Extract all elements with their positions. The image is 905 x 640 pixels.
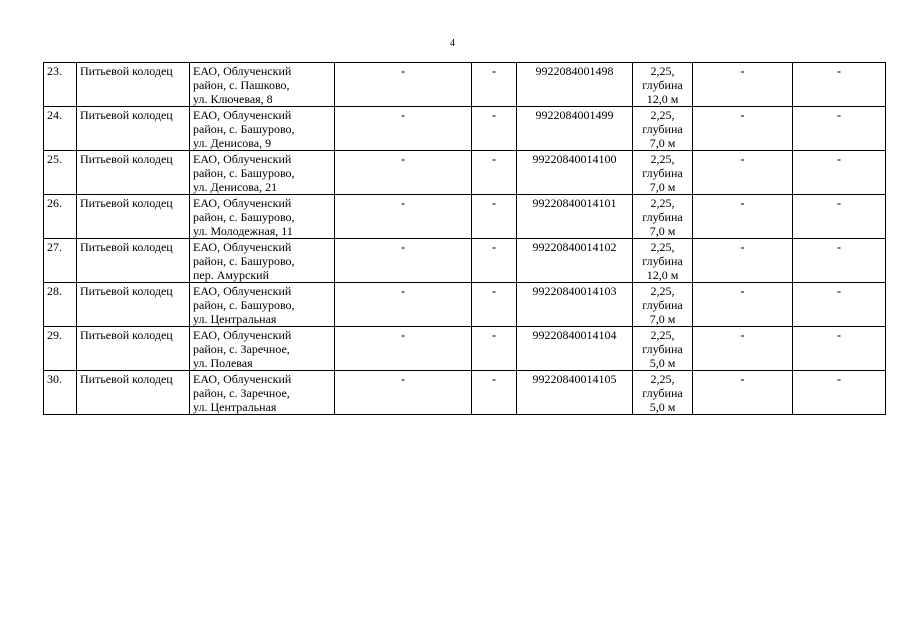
characteristics-line: 7,0 м — [649, 136, 676, 150]
address-line: ул. Молодежная, 11 — [193, 224, 293, 238]
address-line: район, с. Башурово, — [193, 166, 295, 180]
cadastral-number-cell: 9922084001499 — [517, 107, 633, 151]
column-8-cell: - — [693, 63, 793, 107]
address-cell — [190, 151, 335, 195]
column-4-cell: - — [335, 239, 472, 283]
address-line: район, с. Башурово, — [193, 210, 295, 224]
column-5-cell: - — [472, 107, 517, 151]
column-8-cell: - — [693, 283, 793, 327]
column-8-cell: - — [693, 239, 793, 283]
column-4-cell: - — [335, 327, 472, 371]
cadastral-number-cell: 99220840014105 — [517, 371, 633, 415]
address-line: район, с. Башурово, — [193, 254, 295, 268]
column-4-cell: - — [335, 195, 472, 239]
characteristics-line: 2,25, — [650, 328, 675, 342]
column-5-cell: - — [472, 283, 517, 327]
address-line: ул. Центральная — [193, 400, 277, 414]
row-number-cell: 24. — [44, 107, 77, 151]
row-number-cell: 23. — [44, 63, 77, 107]
column-8-cell: - — [693, 151, 793, 195]
column-5-cell: - — [472, 151, 517, 195]
address-line: район, с. Башурово, — [193, 298, 295, 312]
address-cell — [190, 327, 335, 371]
address-line: ул. Ключевая, 8 — [193, 92, 273, 106]
wells-table — [43, 62, 886, 415]
characteristics-cell — [633, 239, 693, 283]
column-8-cell: - — [693, 195, 793, 239]
column-5-cell: - — [472, 239, 517, 283]
address-line: ул. Центральная — [193, 312, 277, 326]
table-row — [44, 63, 886, 107]
address-line: район, с. Заречное, — [193, 342, 290, 356]
object-name-cell: Питьевой колодец — [77, 63, 190, 107]
object-name-cell: Питьевой колодец — [77, 239, 190, 283]
page-number: 4 — [450, 38, 455, 49]
cadastral-number-cell: 99220840014102 — [517, 239, 633, 283]
column-4-cell: - — [335, 63, 472, 107]
column-4-cell: - — [335, 151, 472, 195]
address-line: пер. Амурский — [193, 268, 270, 282]
table-body — [44, 63, 886, 415]
address-line: ЕАО, Облученский — [193, 152, 292, 166]
address-line: район, с. Башурово, — [193, 122, 295, 136]
column-9-cell: - — [793, 239, 886, 283]
row-number-cell: 27. — [44, 239, 77, 283]
address-cell — [190, 239, 335, 283]
object-name-cell: Питьевой колодец — [77, 283, 190, 327]
characteristics-line: 2,25, — [650, 284, 675, 298]
characteristics-line: 7,0 м — [649, 312, 676, 326]
object-name-cell: Питьевой колодец — [77, 195, 190, 239]
row-number-cell: 26. — [44, 195, 77, 239]
cadastral-number-cell: 99220840014104 — [517, 327, 633, 371]
address-line: район, с. Заречное, — [193, 386, 290, 400]
address-line: ЕАО, Облученский — [193, 328, 292, 342]
address-line: район, с. Пашково, — [193, 78, 290, 92]
address-cell — [190, 63, 335, 107]
characteristics-line: 5,0 м — [649, 356, 676, 370]
characteristics-line: 12,0 м — [646, 92, 679, 106]
characteristics-line: 2,25, — [650, 108, 675, 122]
column-9-cell: - — [793, 151, 886, 195]
column-9-cell: - — [793, 371, 886, 415]
characteristics-line: 7,0 м — [649, 180, 676, 194]
column-5-cell: - — [472, 327, 517, 371]
cadastral-number-cell: 9922084001498 — [517, 63, 633, 107]
characteristics-cell — [633, 63, 693, 107]
table-row — [44, 151, 886, 195]
table-row — [44, 239, 886, 283]
column-8-cell: - — [693, 327, 793, 371]
column-8-cell: - — [693, 107, 793, 151]
row-number-cell: 25. — [44, 151, 77, 195]
characteristics-line: 5,0 м — [649, 400, 676, 414]
object-name-cell: Питьевой колодец — [77, 151, 190, 195]
characteristics-line: 12,0 м — [646, 268, 679, 282]
address-line: ЕАО, Облученский — [193, 64, 292, 78]
characteristics-line: глубина — [642, 342, 683, 356]
column-9-cell: - — [793, 327, 886, 371]
characteristics-cell — [633, 195, 693, 239]
characteristics-line: 2,25, — [650, 64, 675, 78]
characteristics-cell — [633, 151, 693, 195]
address-cell — [190, 283, 335, 327]
characteristics-cell — [633, 107, 693, 151]
column-9-cell: - — [793, 283, 886, 327]
row-number-cell: 29. — [44, 327, 77, 371]
characteristics-cell — [633, 371, 693, 415]
object-name-cell: Питьевой колодец — [77, 327, 190, 371]
address-cell — [190, 195, 335, 239]
column-4-cell: - — [335, 107, 472, 151]
address-line: ЕАО, Облученский — [193, 372, 292, 386]
address-line: ул. Денисова, 21 — [193, 180, 278, 194]
characteristics-cell — [633, 327, 693, 371]
column-5-cell: - — [472, 195, 517, 239]
table-row — [44, 327, 886, 371]
row-number-cell: 30. — [44, 371, 77, 415]
characteristics-line: глубина — [642, 122, 683, 136]
cadastral-number-cell: 99220840014101 — [517, 195, 633, 239]
column-9-cell: - — [793, 63, 886, 107]
characteristics-line: глубина — [642, 386, 683, 400]
column-9-cell: - — [793, 195, 886, 239]
address-line: ул. Полевая — [193, 356, 253, 370]
row-number-cell: 28. — [44, 283, 77, 327]
address-line: ул. Денисова, 9 — [193, 136, 272, 150]
column-9-cell: - — [793, 107, 886, 151]
column-4-cell: - — [335, 283, 472, 327]
characteristics-line: 7,0 м — [649, 224, 676, 238]
object-name-cell: Питьевой колодец — [77, 107, 190, 151]
column-5-cell: - — [472, 371, 517, 415]
characteristics-line: 2,25, — [650, 240, 675, 254]
characteristics-line: глубина — [642, 254, 683, 268]
address-line: ЕАО, Облученский — [193, 284, 292, 298]
address-cell — [190, 107, 335, 151]
column-4-cell: - — [335, 371, 472, 415]
cadastral-number-cell: 99220840014103 — [517, 283, 633, 327]
column-5-cell: - — [472, 63, 517, 107]
table-row — [44, 195, 886, 239]
characteristics-line: 2,25, — [650, 196, 675, 210]
object-name-cell: Питьевой колодец — [77, 371, 190, 415]
cadastral-number-cell: 99220840014100 — [517, 151, 633, 195]
characteristics-line: глубина — [642, 78, 683, 92]
table-row — [44, 107, 886, 151]
address-line: ЕАО, Облученский — [193, 196, 292, 210]
characteristics-line: 2,25, — [650, 152, 675, 166]
characteristics-line: глубина — [642, 298, 683, 312]
address-line: ЕАО, Облученский — [193, 108, 292, 122]
characteristics-line: глубина — [642, 166, 683, 180]
table-row — [44, 371, 886, 415]
address-cell — [190, 371, 335, 415]
characteristics-line: 2,25, — [650, 372, 675, 386]
characteristics-cell — [633, 283, 693, 327]
characteristics-line: глубина — [642, 210, 683, 224]
column-8-cell: - — [693, 371, 793, 415]
address-line: ЕАО, Облученский — [193, 240, 292, 254]
table-row — [44, 283, 886, 327]
